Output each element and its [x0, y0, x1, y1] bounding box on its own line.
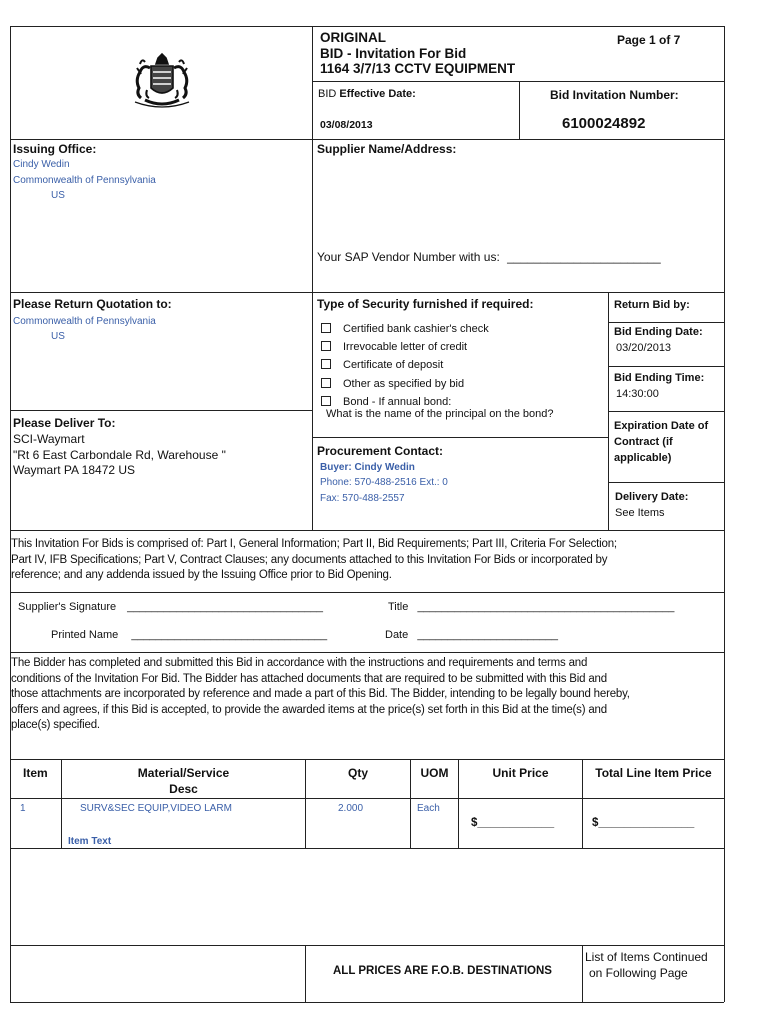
agreement-paragraph: The Bidder has completed and submitted this Bid in accordance with the instructions and requirements and terms and conditions of the Invitation For Bid. The Bidder has attached documents that are required to be submitted with this Bid and those attachments are incorporated by reference and made a part of this Bid. The Bidder, intending to be legally bound hereby, offers and agrees, if this Bid is accepted, to provide the awarded items at the price(s) set forth in this Bid at the time(s) and place(s) specified.	[11, 657, 630, 731]
bid-prefix: BID	[318, 88, 337, 100]
checkbox-icon[interactable]	[321, 359, 331, 369]
original-label: ORIGINAL	[320, 30, 386, 45]
return-country: US	[51, 331, 65, 342]
intro-paragraph: This Invitation For Bids is comprised of: Part I, General Information; Part II, Bid Requirements; Part III, Criteria For Selection; Part IV, IFB Specifications; Part V, Contract Clauses; any documents attached to this Invitation For Bids or incorporated by reference; and any addenda issued by the Issuing Office prior to Bid Opening.	[11, 538, 617, 581]
date-row[interactable]	[385, 629, 558, 641]
sap-vendor-blank[interactable]: _______________________	[507, 250, 661, 264]
coat-of-arms-icon	[127, 50, 197, 112]
effective-date-label	[318, 88, 416, 100]
row-uom: Each	[417, 803, 440, 814]
divider-agreement	[10, 652, 724, 653]
date-field[interactable]: _______________________	[417, 629, 559, 641]
bid-ending-date: 03/20/2013	[616, 342, 672, 354]
col-header-uom: UOM	[420, 766, 449, 780]
divider-ending-date	[608, 366, 724, 367]
delivery-date-label: Delivery Date:	[615, 491, 689, 503]
bid-ending-date-label: Bid Ending Date:	[614, 326, 703, 338]
divider-expiration	[608, 482, 724, 483]
bid-ending-time: 14:30:00	[616, 388, 659, 400]
bond-question: What is the name of the principal on the bond?	[326, 408, 554, 420]
return-bid-by-label: Return Bid by:	[614, 299, 690, 311]
security-option[interactable]: Other as specified by bid	[321, 375, 489, 393]
checkbox-icon[interactable]	[321, 323, 331, 333]
buyer-name: Buyer: Cindy Wedin	[320, 462, 415, 473]
title-label: Title	[388, 601, 409, 613]
bid-type: BID - Invitation For Bid	[320, 45, 467, 61]
page-number: Page 1 of 7	[617, 33, 681, 47]
header-title-block	[320, 30, 515, 77]
bid-ending-time-label: Bid Ending Time:	[614, 372, 705, 384]
continued-notice: List of Items Continued on Following Page	[585, 950, 708, 980]
security-option[interactable]: Certificate of deposit	[321, 356, 489, 374]
checkbox-icon[interactable]	[321, 341, 331, 351]
security-label: Type of Security furnished if required:	[317, 297, 534, 311]
issuing-org: Commonwealth of Pennsylvania	[13, 175, 156, 186]
col-header-total: Total Line Item Price	[595, 766, 712, 780]
security-option[interactable]: Bond - If annual bond:	[321, 393, 489, 411]
row-qty: 2.000	[338, 803, 364, 814]
deliver-to-label: Please Deliver To:	[13, 416, 116, 430]
security-option[interactable]: Certified bank cashier's check	[321, 320, 489, 338]
divider-bid-number	[519, 81, 520, 139]
security-option[interactable]: Irrevocable letter of credit	[321, 338, 489, 356]
effective-date: 03/08/2013	[320, 119, 373, 131]
divider-issuing	[10, 139, 724, 140]
footer-divider-2	[582, 945, 583, 1002]
printed-name-label: Printed Name	[51, 629, 119, 641]
col-header-item: Item	[23, 766, 48, 780]
bid-invitation-number: 6100024892	[562, 115, 646, 132]
procurement-label: Procurement Contact:	[317, 444, 444, 458]
border-bottom	[10, 1002, 724, 1003]
return-org: Commonwealth of Pennsylvania	[13, 316, 156, 327]
divider-main-vertical	[312, 26, 313, 530]
issuing-country: US	[51, 190, 65, 201]
sap-vendor-number[interactable]	[317, 250, 661, 264]
border-right	[724, 26, 725, 1002]
row-unit-price-field[interactable]: $____________	[471, 817, 555, 829]
border-left	[10, 26, 11, 1002]
divider-signature	[10, 592, 724, 593]
row-item-number: 1	[20, 803, 26, 814]
divider-table-bottom	[10, 848, 724, 849]
printed-name-field[interactable]: ________________________________	[131, 629, 328, 641]
fob-notice: ALL PRICES ARE F.O.B. DESTINATIONS	[333, 965, 552, 977]
issuing-office-label: Issuing Office:	[13, 142, 97, 156]
security-options	[321, 320, 489, 411]
buyer-phone: Phone: 570-488-2516 Ext.: 0	[320, 477, 448, 488]
col-header-desc: Material/Service Desc	[137, 766, 230, 796]
row-description: SURV&SEC EQUIP,VIDEO LARM	[80, 803, 232, 814]
divider-procurement	[312, 437, 608, 438]
sap-vendor-label: Your SAP Vendor Number with us:	[317, 250, 500, 264]
effective-label: Effective Date:	[339, 88, 416, 100]
title-field[interactable]: __________________________________________	[417, 601, 675, 613]
checkbox-icon[interactable]	[321, 396, 331, 406]
col-header-qty: Qty	[347, 766, 368, 780]
row-item-text: Item Text	[68, 836, 112, 847]
bid-invitation-label: Bid Invitation Number:	[550, 88, 679, 102]
printed-name-row[interactable]	[51, 629, 327, 641]
divider-deliver	[10, 410, 312, 411]
signature-row[interactable]	[18, 601, 323, 613]
expiration-label: Expiration Date of Contract (if applicable)	[614, 420, 709, 464]
divider-table-header	[10, 798, 724, 799]
signature-label: Supplier's Signature	[18, 601, 117, 613]
divider-return-by	[608, 322, 724, 323]
checkbox-icon[interactable]	[321, 378, 331, 388]
signature-field[interactable]: ________________________________	[127, 601, 323, 613]
supplier-label: Supplier Name/Address:	[317, 142, 457, 156]
divider-ending-time	[608, 411, 724, 412]
divider-intro	[10, 530, 724, 531]
row-total-field[interactable]: $_______________	[592, 817, 695, 829]
date-label: Date	[385, 629, 409, 641]
issuing-name: Cindy Wedin	[13, 159, 70, 170]
border-top	[10, 26, 724, 27]
delivery-date: See Items	[615, 507, 665, 519]
title-row[interactable]	[388, 601, 674, 613]
divider-header	[312, 81, 724, 82]
divider-return	[10, 292, 724, 293]
return-quotation-label: Please Return Quotation to:	[13, 297, 172, 311]
buyer-fax: Fax: 570-488-2557	[320, 493, 405, 504]
col-header-unit-price: Unit Price	[492, 766, 549, 780]
deliver-address: SCI-Waymart "Rt 6 East Carbondale Rd, Warehouse " Waymart PA 18472 US	[13, 432, 226, 477]
bid-title: 1164 3/7/13 CCTV EQUIPMENT	[320, 61, 516, 76]
footer-divider-1	[305, 945, 306, 1002]
divider-footer	[10, 945, 724, 946]
divider-table-top	[10, 759, 724, 760]
